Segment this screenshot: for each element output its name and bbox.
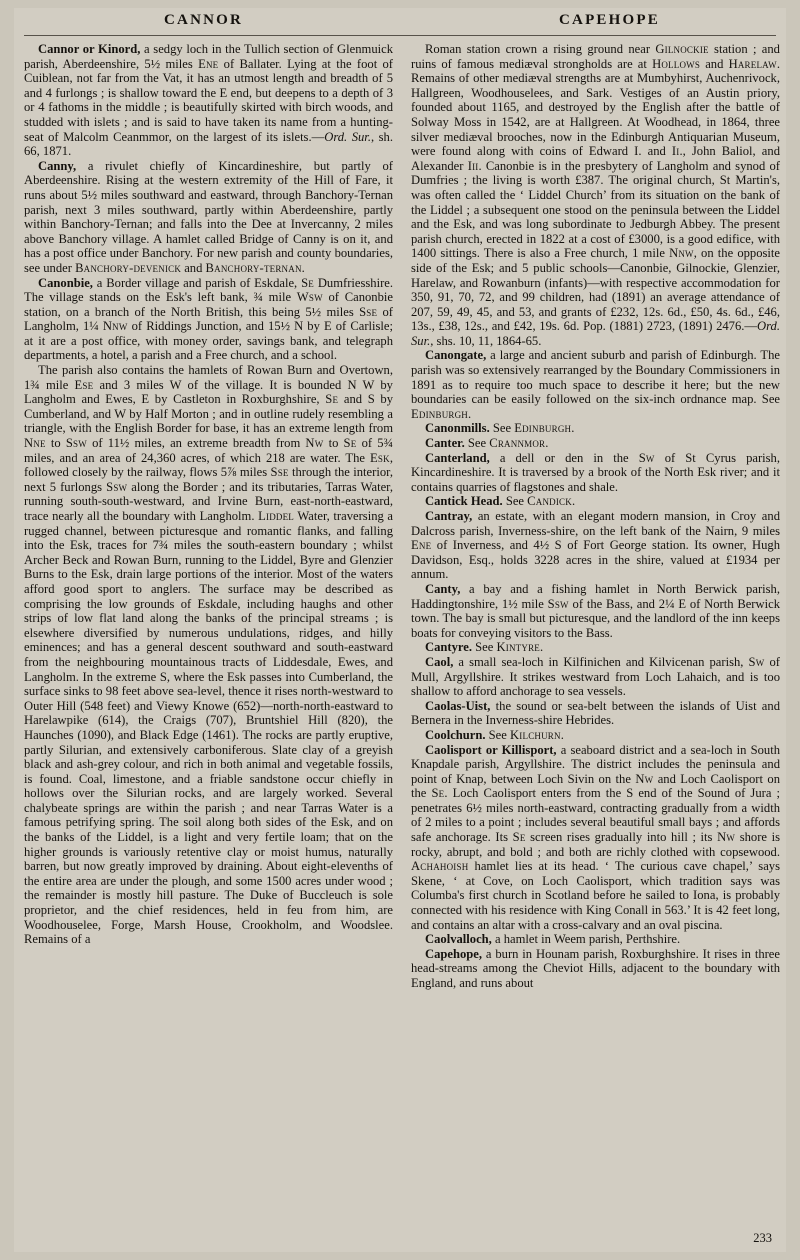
dictionary-entry — [411, 743, 780, 933]
entry-headword: Coolchurn. — [425, 727, 486, 742]
entry-headword: Canterland, — [425, 450, 490, 465]
entry-headword: Caolisport or Killisport, — [425, 742, 557, 757]
entry-body: a hamlet in Weem parish, Perthshire. — [491, 932, 681, 947]
entry-body: See Crannmor. — [464, 436, 549, 451]
entry-continuation — [24, 363, 393, 947]
dictionary-entry — [411, 436, 780, 451]
page-sheet — [14, 8, 786, 1252]
entry-continuation — [411, 42, 780, 348]
entry-body: a seaboard district and a sea-loch in South Knapdale parish, Argyllshire. The district includes the peninsula and point of Knap, between Loch Sivin on the Nw and Loch Caolisport on the Se. Loch Caolisport enters from the S end of the Sound of Jura ; penetrates 6½ miles north-eastward, contracting gradually from a width of 2 miles to a point ; includes several beautiful small bays ; and affords safe anchorage. Its Se screen rises gradually into hill ; its Nw shore is rocky, abrupt, and bold ; and both are richly clothed with copsewood. Achahoish hamlet lies at its head. ‘ The curious cave chapel,’ says Skene, ‘ at Cove, on Loch Caolisport, which tradition says was Columba's first church in Scotland before he sailed to Iona, is probably connected with his residence with King Conall in 563.’ It is 42 feet long, and contains an altar with a cross-calvary and an oval piscina. — [411, 742, 780, 932]
entry-body: See Kintyre. — [472, 640, 544, 655]
entry-headword: Canonbie, — [38, 275, 93, 290]
entry-headword: Canty, — [425, 581, 461, 596]
dictionary-entry — [411, 947, 780, 991]
header-rule — [24, 35, 776, 36]
entry-headword: Capehope, — [425, 946, 483, 961]
entry-body: a sedgy loch in the Tullich section of Glenmuick parish, Aberdeenshire, 5½ miles Ene of Ballater. Lying at the foot of Cuiblean, not far from the Vat, it has an utmost length and breadth of 5 and 4 furlongs ; is shallow toward the E end, but deepens to a depth of 3 or 4 fathoms in the middle ; is beautifully skirted with birch woods, and studded with islets ; and is said to have taken its name from a hunting-seat of Malcolm Ceanmmor, on the largest of its islets.—Ord. Sur., sh. 66, 1871. — [24, 42, 394, 159]
dictionary-entry — [24, 276, 393, 364]
dictionary-entry — [411, 640, 780, 655]
dictionary-entry — [411, 582, 780, 640]
entry-headword: Canonmills. — [425, 421, 490, 436]
entry-headword: Canny, — [38, 158, 77, 173]
entry-headword: Caolvalloch, — [425, 932, 492, 947]
entry-body: a burn in Hounam parish, Roxburghshire. It rises in three head-streams among the Cheviot Hills, adjacent to the boundary with England, and runs about — [411, 946, 780, 990]
entry-headword: Cantyre. — [425, 640, 472, 655]
page-number: 233 — [753, 1231, 772, 1245]
dictionary-entry — [411, 699, 780, 728]
dictionary-entry — [411, 509, 780, 582]
entry-body: See Kilchurn. — [485, 727, 564, 742]
entry-headword: Cantick Head. — [425, 494, 503, 509]
running-head — [14, 12, 786, 34]
entry-body: a bay and a fishing hamlet in North Berwick parish, Haddingtonshire, 1½ mile Ssw of the Bass, and 2¼ E of North Berwick town. The bay is small but picturesque, and the landlord of the inn keeps boats for conveying visitors to the Bass. — [411, 581, 780, 640]
entry-body: a rivulet chiefly of Kincardineshire, but partly of Aberdeenshire. Rising at the western extremity of the Hill of Fare, it runs about 5½ miles southward and eastward, through Banchory-Ternan parish, next 3 miles southward, partly within Aberdeenshire, partly within Banchory-Ternan; and falls into the Dee at Invercanny, 2 miles above Banchory village. A hamlet called Bridge of Canny is on it, and has a post office under Banchory. For new parish and county boundaries, see under Banchory-devenick and Banchory-ternan. — [24, 158, 393, 275]
entry-body: a small sea-loch in Kilfinichen and Kilvicenan parish, Sw of Mull, Argyllshire. It strikes westward from Loch Lahaich, and is too shallow to afford anchorage to sea vessels. — [411, 654, 781, 699]
dictionary-entry — [411, 932, 780, 947]
dictionary-entry — [411, 421, 780, 436]
entry-body: an estate, with an elegant modern mansion, in Croy and Dalcross parish, Inverness-shire, on the left bank of the Nairn, 9 miles Ene of Inverness, and 4½ S of Fort George station. Its owner, Hugh Davidson, Esq., holds 3228 acres in the shire, valued at £1934 per annum. — [411, 509, 780, 582]
entry-body: Roman station crown a rising ground near Gilnockie station ; and ruins of famous mediæval strongholds are at Hollows and Harelaw. Remains of other mediæval strengths are at Mumbyhirst, Auchenrivock, Hallgreen, Woodhouselees, and Sark. Vestiges of an Austin priory, founded about 1165, and destroyed by the English after the battle of Solway Moss in 1542, are at Hallgreen. At Woodhead, in 1864, three silver mediæval brooches, now in the Edinburgh Antiquarian Museum, were found along with coins of Edward I. and Ii., John Baliol, and Alexander Iii. Canonbie is in the presbytery of Langholm and synod of Dumfries ; the living is worth £387. The original church, St Martin's, was often called the ‘ Liddel Church’ from its situation on the bank of the Liddel ; a subsequent one stood on the peninsula between the Liddel and the Esk, and was long subordinate to Jedburgh Abbey. The present parish church, erected in 1822 at a cost of £3000, is a good edifice, with 1400 sittings. There is also a Free church, 1 mile Nnw, on the opposite side of the Esk; and 5 public schools—Canonbie, Gilnockie, Glenzier, Harelaw, and Rowanburn (infants)—with respective accommodation for 350, 91, 70, 72, and 99 children, had (1891) an average attendance of 207, 59, 49, 45, and 53, and grants of £232, 12s. 6d., £50, 4s. 6d., £46, 13s., £38, 12s., and £42, 19s. 6d. Pop. (1881) 2723, (1891) 2476.—Ord. Sur., shs. 10, 11, 1864-65. — [411, 42, 781, 348]
entry-body: the sound or sea-belt between the islands of Uist and Bernera in the Inverness-shire Hebrides. — [411, 698, 780, 728]
dictionary-entry — [24, 42, 393, 159]
entry-body: a large and ancient suburb and parish of Edinburgh. The parish was so extensively rearranged by the Boundary Commissioners in 1891 as to require too much space to describe it here; but the new boundaries can be easily followed on the six-inch ordnance map. See Edinburgh. — [411, 348, 780, 421]
dictionary-entry — [411, 451, 780, 495]
column-right — [411, 42, 780, 991]
dictionary-entry — [411, 655, 780, 699]
dictionary-entry — [411, 348, 780, 421]
entry-headword: Caol, — [425, 654, 454, 669]
entry-headword: Cantray, — [425, 509, 473, 523]
entry-body: See Candick. — [502, 494, 576, 509]
entry-headword: Cannor or Kinord, — [38, 42, 141, 56]
column-left — [24, 42, 393, 991]
running-head-right: CAPEHOPE — [559, 12, 660, 28]
text-columns — [24, 42, 780, 991]
entry-body: See Edinburgh. — [489, 421, 575, 436]
entry-headword: Canter. — [425, 436, 465, 451]
dictionary-entry — [24, 159, 393, 276]
dictionary-entry — [411, 494, 780, 509]
entry-headword: Caolas-Uist, — [425, 698, 491, 713]
entry-body: The parish also contains the hamlets of Rowan Burn and Overtown, 1¾ mile Ese and 3 miles W of the village. It is bounded N W by Langholm and Ewes, E by Castleton in Roxburghshire, Se and S by Cumberland, and W by Half Morton ; and in outline rudely resembling a triangle, with the English Border for base, it has an extreme length from Nne to Ssw of 11½ miles, an extreme breadth from Nw to Se of 5¾ miles, and an area of 24,360 acres, of which 218 are water. The Esk, followed closely by the railway, flows 5⅞ miles Sse through the interior, next 5 furlongs Ssw along the Border ; and its tributaries, Tarras Water, running south-south-westward, and Irvine Burn, east-north-eastward, trace nearly all the boundary with Langholm. Liddel Water, traversing a rugged channel, between picturesque and romantic flanks, and falling into the Esk, traces for 7¾ miles the south-eastern boundary ; whilst Archer Beck and Rowan Burn, running to the Liddel, Byre and Glenzier Burns to the Esk, drain large portions of the interior. Most of the waters afford good sport to anglers. The surface may be described as comprising the low grounds of Eskdale, including haughs and other strips of low flat land along the banks of the principal streams ; is elsewhere diversified by numerous undulations, ridges, and hilly eminences; and has a general descent southward and south-eastward from the neighbouring mountainous tracts of Liddesdale, Ewes, and Langholm. In the extreme S, where the Esk passes into Cumberland, the surface sinks to 98 feet above sea-level, thence it rises north-westward to Outer Hill (548 feet) and Viewy Knowe (652)—north-north-eastward to Harelawpike (614), the Craigs (707), Bruntshiel Hill (820), the Haunches (1090), and Black Edge (1461). The rocks are partly eruptive, partly Silurian, and extensively carboniferous. Slate clay of a greyish black and ash-grey colour, and rich in both animal and vegetable fossils, is found. Coal, limestone, and a friable sandstone occur chiefly in hollows over the Silurian rocks, and are largely worked. Several chalybeate springs are within the parish ; and near Tarras Water is a famous petrifying spring. The soil along both sides of the Esk, and on the banks of the Liddel, is a light and very fertile loam; that on the higher grounds is variously retentive clay or moist humus, naturally barren, but now greatly improved by draining. About eight-elevenths of the entire area are under the plough, and some 1500 acres under wood ; the remainder is mostly hill pasture. The Duke of Buccleuch is sole proprietor, and the chief residences, held in feu from him, are Woodhouselee, Forge, Marsh House, Crookholm, and Woodslee. Remains of a — [24, 363, 394, 947]
entry-headword: Canongate, — [425, 348, 487, 363]
entry-body: a dell or den in the Sw of St Cyrus parish, Kincardineshire. It is traversed by a brook of the North Esk river; and it contains quarries of flagstones and shale. — [411, 450, 780, 494]
running-head-left: CANNOR — [164, 12, 244, 28]
dictionary-entry — [411, 728, 780, 743]
entry-body: a Border village and parish of Eskdale, Se Dumfriesshire. The village stands on the Esk's left bank, ¾ mile Wsw of Canonbie station, on a branch of the North British, this being 5½ miles Sse of Langholm, 1¼ Nnw of Riddings Junction, and 15½ N by E of Carlisle; at it are a post office, with money order, savings bank, and telegraph departments, a hotel, a parish and a Free church, and a school. — [24, 275, 394, 363]
